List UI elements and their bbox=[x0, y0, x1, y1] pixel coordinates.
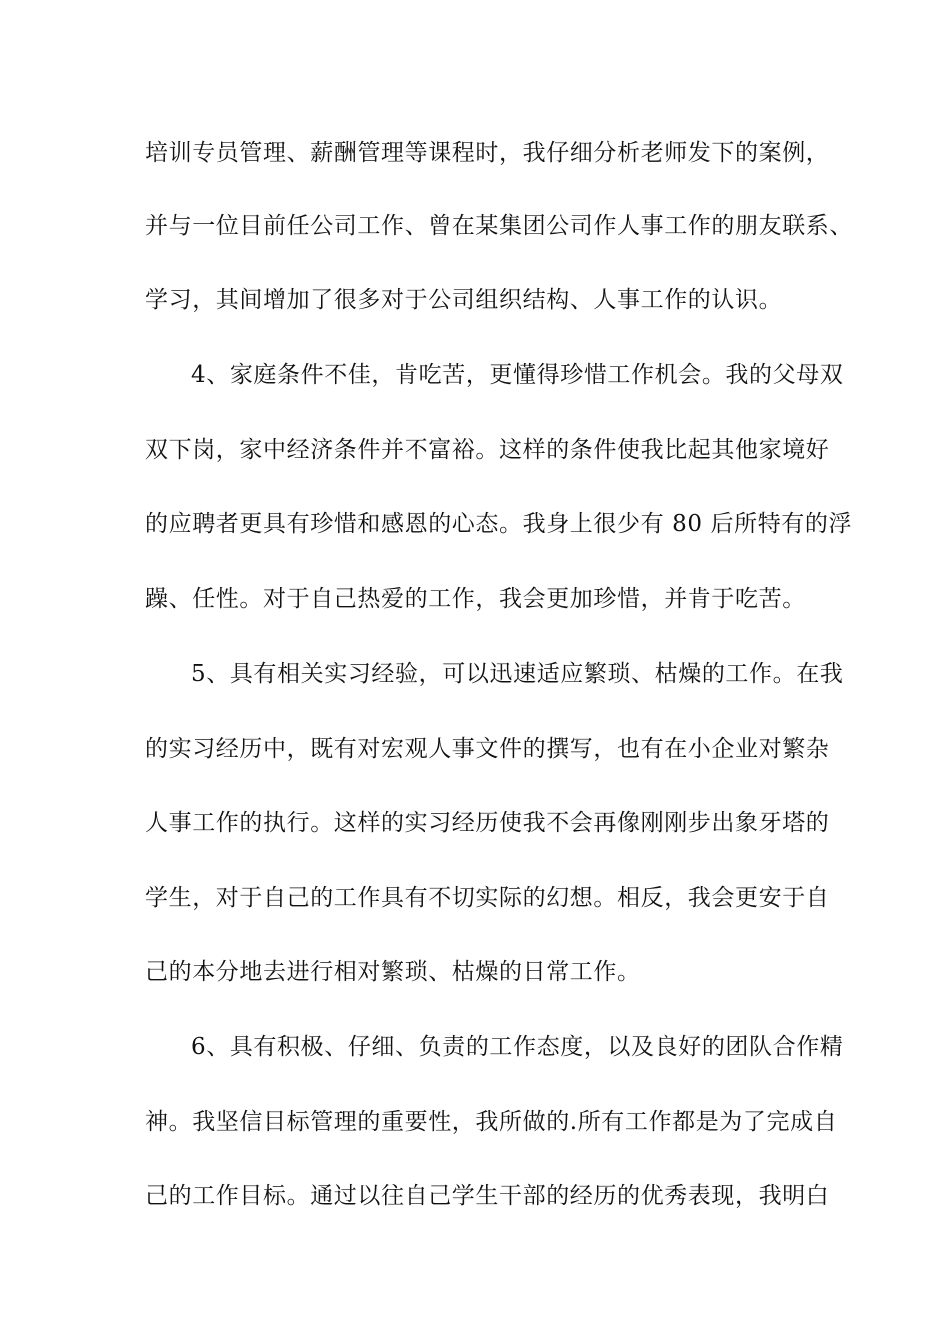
text-line: 神。我坚信目标管理的重要性，我所做的.所有工作都是为了完成自 bbox=[145, 1109, 838, 1135]
paragraph-start-line: 6、具有积极、仔细、负责的工作态度，以及良好的团队合作精 bbox=[191, 1034, 844, 1060]
text-line: 并与一位目前任公司工作、曾在某集团公司作人事工作的朋友联系、 bbox=[145, 213, 853, 239]
paragraph-start-line: 4、家庭条件不佳，肯吃苦，更懂得珍惜工作机会。我的父母双 bbox=[191, 362, 844, 388]
text-line: 的实习经历中，既有对宏观人事文件的撰写，也有在小企业对繁杂 bbox=[145, 736, 830, 762]
text-line: 学习，其间增加了很多对于公司组织结构、人事工作的认识。 bbox=[145, 287, 783, 313]
text-line: 己的工作目标。通过以往自己学生干部的经历的优秀表现，我明白 bbox=[145, 1183, 830, 1209]
text-line: 学生，对于自己的工作具有不切实际的幻想。相反，我会更安于自 bbox=[145, 885, 830, 911]
text-line: 躁、任性。对于自己热爱的工作，我会更加珍惜，并肯于吃苦。 bbox=[145, 586, 806, 612]
text-line: 培训专员管理、薪酬管理等课程时，我仔细分析老师发下的案例， bbox=[145, 140, 830, 166]
text-line: 的应聘者更具有珍惜和感恩的心态。我身上很少有 80 后所特有的浮 bbox=[145, 511, 853, 537]
text-line: 人事工作的执行。这样的实习经历使我不会再像刚刚步出象牙塔的 bbox=[145, 810, 830, 836]
text-line: 双下岗，家中经济条件并不富裕。这样的条件使我比起其他家境好 bbox=[145, 437, 830, 463]
text-line: 己的本分地去进行相对繁琐、枯燥的日常工作。 bbox=[145, 959, 641, 985]
paragraph-start-line: 5、具有相关实习经验，可以迅速适应繁琐、枯燥的工作。在我 bbox=[191, 661, 844, 687]
